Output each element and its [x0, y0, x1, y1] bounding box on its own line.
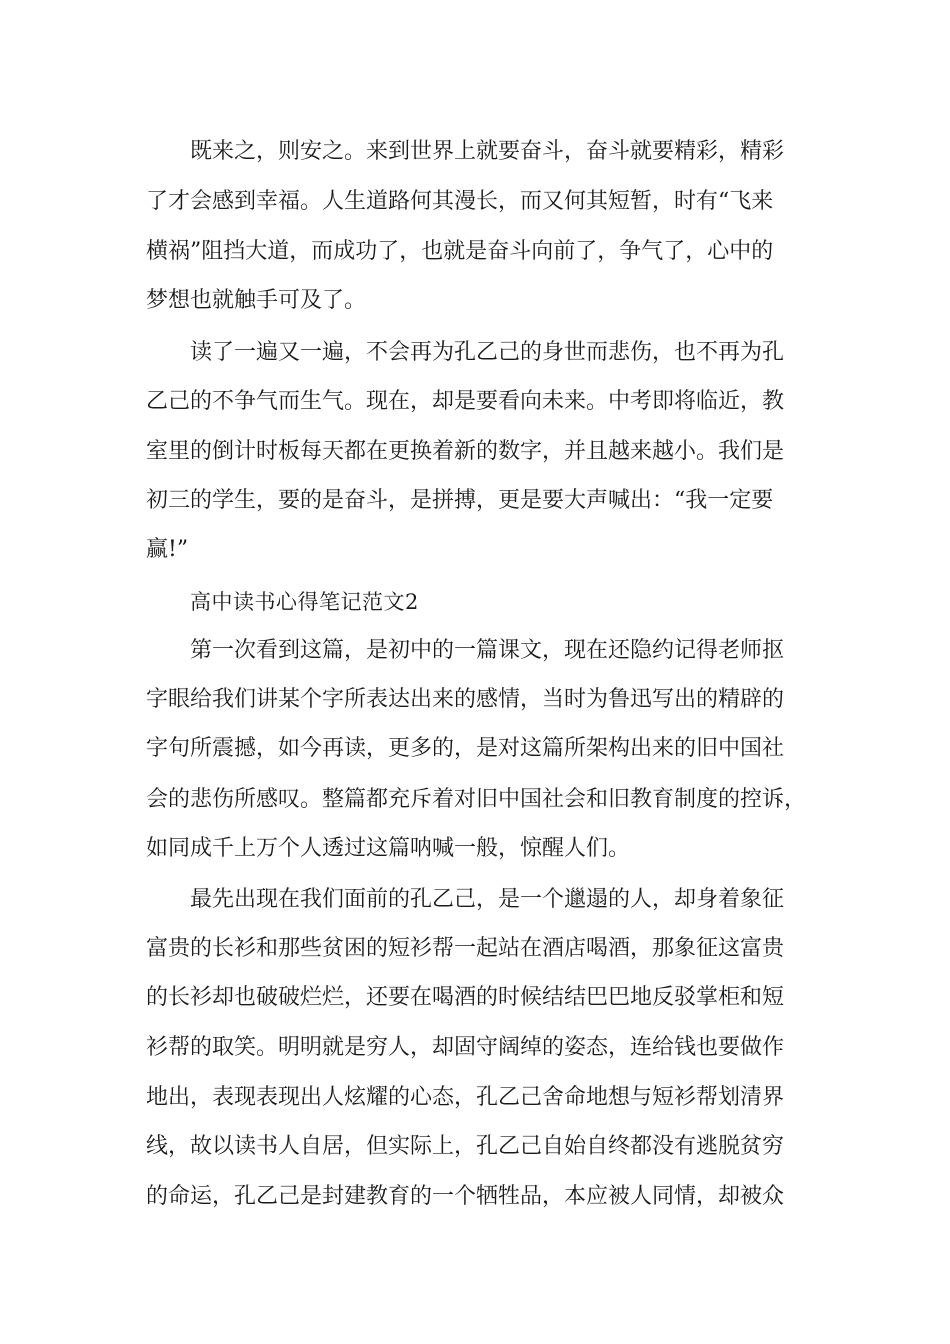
paragraph-2-line-4: 初三的学生，要的是奋斗，是拼搏，更是要大声喊出：“我一定要 — [146, 488, 774, 513]
paragraph-2-line-2: 乙己的不争气而生气。现在，却是要看向未来。中考即将临近，教 — [146, 389, 785, 414]
paragraph-3-line-1: 第一次看到这篇，是初中的一篇课文，现在还隐约记得老师抠 — [190, 638, 785, 663]
paragraph-4-line-6: 线，故以读书人自居，但实际上，孔乙己自始自终都没有逃脱贫穷 — [146, 1134, 785, 1159]
paragraph-4-line-7: 的命运，孔乙己是封建教育的一个牺牲品，本应被人同情，却被众 — [146, 1184, 785, 1209]
paragraph-1-line-4: 梦想也就触手可及了。 — [146, 288, 367, 313]
paragraph-3-line-3: 字句所震撼，如今再读，更多的，是对这篇所架构出来的旧中国社 — [146, 736, 785, 761]
paragraph-4-line-2: 富贵的长衫和那些贫困的短衫帮一起站在酒店喝酒，那象征这富贵 — [146, 936, 785, 961]
paragraph-4-line-3: 的长衫却也破破烂烂，还要在喝酒的时候结结巴巴地反驳掌柜和短 — [146, 985, 785, 1010]
paragraph-1-line-2: 了才会感到幸福。人生道路何其漫长，而又何其短暂，时有“飞来 — [146, 189, 774, 214]
paragraph-2-line-1: 读了一遍又一遍，不会再为孔乙己的身世而悲伤，也不再为孔 — [190, 340, 785, 365]
paragraph-3-line-5: 如同成千上万个人透过这篇呐喊一般，惊醒人们。 — [146, 836, 631, 861]
paragraph-3-line-4: 会的悲伤所感叹。整篇都充斥着对旧中国社会和旧教育制度的控诉， — [146, 787, 807, 812]
paragraph-2-line-3: 室里的倒计时板每天都在更换着新的数字，并且越来越小。我们是 — [146, 439, 785, 464]
section-heading: 高中读书心得笔记范文2 — [190, 590, 419, 614]
paragraph-4-line-5: 地出，表现表现出人炫耀的心态，孔乙己舍命地想与短衫帮划清界 — [146, 1085, 785, 1110]
paragraph-4-line-1: 最先出现在我们面前的孔乙己，是一个邋遢的人，却身着象征 — [190, 887, 785, 912]
paragraph-4-line-4: 衫帮的取笑。明明就是穷人，却固守阔绰的姿态，连给钱也要做作 — [146, 1035, 785, 1060]
paragraph-2-line-5: 赢!” — [146, 537, 189, 562]
paragraph-3-line-2: 字眼给我们讲某个字所表达出来的感情，当时为鲁迅写出的精辟的 — [146, 687, 785, 712]
paragraph-1-line-3: 横祸”阻挡大道，而成功了，也就是奋斗向前了，争气了，心中的 — [146, 239, 774, 264]
paragraph-1-line-1: 既来之，则安之。来到世界上就要奋斗，奋斗就要精彩，精彩 — [190, 139, 785, 164]
